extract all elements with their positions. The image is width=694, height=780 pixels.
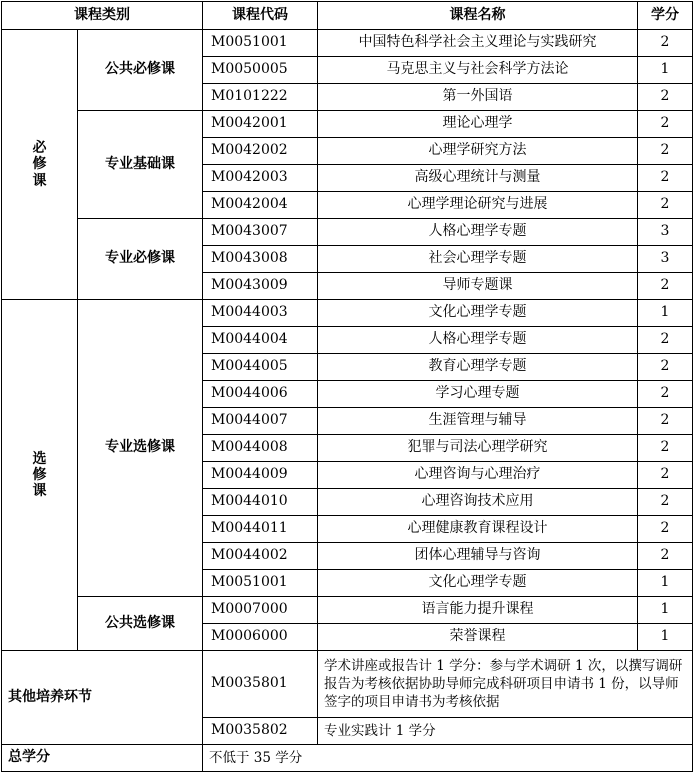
course-credit: 1 <box>638 624 693 651</box>
course-credit: 1 <box>638 57 693 84</box>
group-elective <box>2 300 78 651</box>
other-description: 学术讲座或报告计 1 学分：参与学术调研 1 次，以撰写调研报告为考核依据协助导师完成科研项目申请书 1 份，以导师签字的项目申请书为考核依据 <box>318 651 693 718</box>
course-name: 心理学研究方法 <box>318 138 638 165</box>
course-credit: 2 <box>638 138 693 165</box>
course-credit: 2 <box>638 543 693 570</box>
course-credit: 1 <box>638 300 693 327</box>
course-name: 犯罪与司法心理学研究 <box>318 435 638 462</box>
table-row <box>2 597 693 624</box>
other-label: 其他培养环节 <box>2 651 203 745</box>
course-code: M0044011 <box>203 516 318 543</box>
course-code: M0051001 <box>203 30 318 57</box>
course-credit: 2 <box>638 30 693 57</box>
course-code: M0044003 <box>203 300 318 327</box>
course-name: 人格心理学专题 <box>318 327 638 354</box>
course-code: M0101222 <box>203 84 318 111</box>
course-credit: 2 <box>638 354 693 381</box>
course-name: 导师专题课 <box>318 273 638 300</box>
course-code: M0043008 <box>203 246 318 273</box>
total-value: 不低于 35 学分 <box>203 745 693 772</box>
table-row <box>2 111 693 138</box>
course-name: 心理学理论研究与进展 <box>318 192 638 219</box>
course-code: M0042001 <box>203 111 318 138</box>
course-credit: 2 <box>638 381 693 408</box>
course-name: 生涯管理与辅导 <box>318 408 638 435</box>
table-row <box>2 219 693 246</box>
header-name: 课程名称 <box>318 2 638 30</box>
total-row <box>2 745 693 772</box>
course-name: 心理健康教育课程设计 <box>318 516 638 543</box>
course-credit: 2 <box>638 327 693 354</box>
course-credit: 2 <box>638 165 693 192</box>
course-name: 荣誉课程 <box>318 624 638 651</box>
course-credit: 2 <box>638 111 693 138</box>
course-credit: 3 <box>638 219 693 246</box>
table-row <box>2 30 693 57</box>
course-name: 中国特色科学社会主义理论与实践研究 <box>318 30 638 57</box>
course-code: M0042003 <box>203 165 318 192</box>
course-credit: 2 <box>638 192 693 219</box>
subgroup-label: 公共选修课 <box>78 597 203 651</box>
course-credit: 2 <box>638 516 693 543</box>
course-name: 高级心理统计与测量 <box>318 165 638 192</box>
course-code: M0044010 <box>203 489 318 516</box>
header-row <box>2 2 693 30</box>
course-code: M0044004 <box>203 327 318 354</box>
course-name: 第一外国语 <box>318 84 638 111</box>
course-name: 学习心理专题 <box>318 381 638 408</box>
course-credit: 2 <box>638 84 693 111</box>
header-code: 课程代码 <box>203 2 318 30</box>
course-code: M0007000 <box>203 597 318 624</box>
table-row <box>2 300 693 327</box>
course-code: M0044009 <box>203 462 318 489</box>
course-code: M0044006 <box>203 381 318 408</box>
course-code: M0051001 <box>203 570 318 597</box>
course-code: M0042002 <box>203 138 318 165</box>
other-code: M0035801 <box>203 651 318 718</box>
course-code: M0044007 <box>203 408 318 435</box>
course-code: M0044002 <box>203 543 318 570</box>
course-credit: 2 <box>638 462 693 489</box>
header-category: 课程类别 <box>2 2 203 30</box>
course-credit: 2 <box>638 435 693 462</box>
curriculum-table <box>1 1 693 772</box>
total-label: 总学分 <box>2 745 203 772</box>
course-credit: 2 <box>638 408 693 435</box>
course-code: M0043009 <box>203 273 318 300</box>
course-name: 理论心理学 <box>318 111 638 138</box>
course-code: M0043007 <box>203 219 318 246</box>
course-name: 心理咨询与心理治疗 <box>318 462 638 489</box>
course-name: 社会心理学专题 <box>318 246 638 273</box>
course-credit: 2 <box>638 273 693 300</box>
course-name: 文化心理学专题 <box>318 570 638 597</box>
course-name: 心理咨询技术应用 <box>318 489 638 516</box>
group-label: 必修课 <box>32 140 47 189</box>
course-credit: 3 <box>638 246 693 273</box>
other-description: 专业实践计 1 学分 <box>318 718 693 745</box>
course-code: M0006000 <box>203 624 318 651</box>
course-credit: 1 <box>638 570 693 597</box>
subgroup-label: 专业基础课 <box>78 111 203 219</box>
course-credit: 2 <box>638 489 693 516</box>
course-name: 教育心理学专题 <box>318 354 638 381</box>
header-credit: 学分 <box>638 2 693 30</box>
table-row <box>2 651 693 718</box>
course-name: 文化心理学专题 <box>318 300 638 327</box>
course-name: 语言能力提升课程 <box>318 597 638 624</box>
course-code: M0042004 <box>203 192 318 219</box>
subgroup-label: 专业必修课 <box>78 219 203 300</box>
course-name: 团体心理辅导与咨询 <box>318 543 638 570</box>
subgroup-label: 专业选修课 <box>78 300 203 597</box>
group-label: 选修课 <box>32 450 47 500</box>
course-code: M0044008 <box>203 435 318 462</box>
other-code: M0035802 <box>203 718 318 745</box>
subgroup-label: 公共必修课 <box>78 30 203 111</box>
course-code: M0044005 <box>203 354 318 381</box>
course-credit: 1 <box>638 597 693 624</box>
course-code: M0050005 <box>203 57 318 84</box>
course-name: 马克思主义与社会科学方法论 <box>318 57 638 84</box>
course-name: 人格心理学专题 <box>318 219 638 246</box>
group-required <box>2 30 78 300</box>
